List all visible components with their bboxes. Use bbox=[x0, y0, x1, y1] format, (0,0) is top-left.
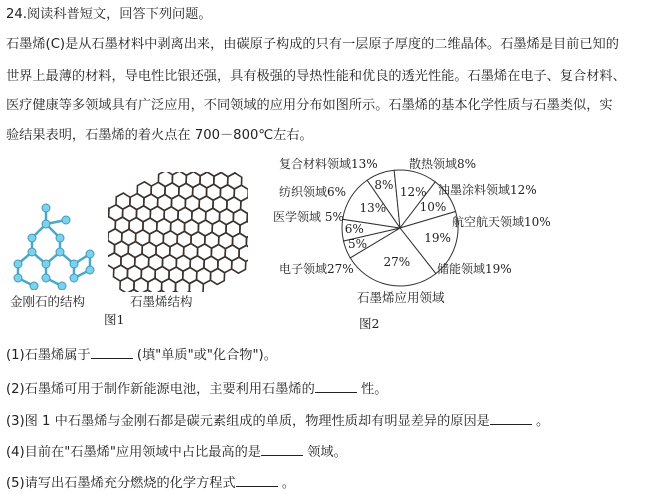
passage-line-3: 医疗健康等多领域具有广泛应用，不同领域的应用分布如图所示。石墨烯的基本化学性质与石墨类似，实 bbox=[6, 98, 613, 113]
diamond-structure-image bbox=[6, 198, 106, 290]
answer-line-1 bbox=[6, 344, 277, 365]
question-title: 24.阅读科普短文，回答下列问题。 bbox=[6, 7, 212, 22]
pie-slice-label-2: 航空航天领域10% bbox=[452, 215, 551, 229]
figure2-label: 图2 bbox=[359, 316, 380, 331]
answer-3-prompt: (3)图 1 中石墨烯与金刚石都是碳元素组成的单质，物理性质却有明显差异的原因是 bbox=[6, 414, 490, 429]
pie-slice-value-4: 27% bbox=[383, 255, 411, 270]
pie-slice-label-0: 散热领域8% bbox=[409, 157, 477, 171]
answer-line-3 bbox=[6, 410, 549, 431]
answer-5-prompt: (5)请写出石墨烯充分燃烧的化学方程式 bbox=[6, 476, 236, 491]
answer-2-prompt: (2)石墨烯可用于制作新能源电池，主要利用石墨烯的 bbox=[6, 382, 315, 397]
answer-3-suffix: 。 bbox=[536, 414, 550, 429]
answer-5-suffix: 。 bbox=[281, 476, 296, 491]
answer-4-suffix: 领域。 bbox=[307, 445, 347, 460]
pie-chart-title: 石墨烯应用领域 bbox=[357, 290, 445, 305]
answer-1-blank[interactable] bbox=[91, 344, 133, 359]
answer-3-blank[interactable] bbox=[490, 410, 532, 425]
pie-slice-label-3: 储能领域19% bbox=[437, 262, 512, 276]
answer-2-blank[interactable] bbox=[315, 378, 357, 393]
pie-slice-label-1: 油墨涂料领域12% bbox=[438, 183, 537, 197]
pie-slice-label-4: 电子领域27% bbox=[279, 262, 354, 276]
answer-line-5 bbox=[6, 472, 295, 493]
pie-slice-value-0: 8% bbox=[374, 177, 394, 192]
answer-4-prompt: (4)目前在"石墨烯"应用领域中占比最高的是 bbox=[6, 445, 261, 460]
answer-1-suffix: (填"单质"或"化合物")。 bbox=[136, 348, 277, 363]
passage-line-2: 世界上最薄的材料，导电性比银还强，具有极强的导热性能和优良的透光性能。石墨烯在电子、复合材料、 bbox=[6, 69, 626, 84]
pie-slice-label-5: 医学领域 5% bbox=[273, 210, 344, 224]
pie-slice-value-2: 10% bbox=[419, 199, 447, 214]
pie-slice-value-6: 6% bbox=[344, 221, 364, 236]
answer-line-2 bbox=[6, 378, 387, 399]
answer-5-blank[interactable] bbox=[236, 472, 278, 487]
answer-line-4 bbox=[6, 441, 347, 462]
pie-slice-value-1: 12% bbox=[399, 185, 427, 200]
passage-line-1: 石墨烯(C)是从石墨材料中剥离出来，由碳原子构成的只有一层原子厚度的二维晶体。石墨烯是目前已知的 bbox=[6, 37, 619, 52]
graphene-caption: 石墨烯结构 bbox=[130, 294, 193, 309]
diamond-caption: 金刚石的结构 bbox=[10, 294, 86, 309]
answer-2-suffix: 性。 bbox=[361, 382, 388, 397]
pie-slice-value-3: 19% bbox=[424, 230, 451, 245]
pie-slice-value-7: 13% bbox=[359, 200, 387, 215]
answer-1-prompt: (1)石墨烯属于 bbox=[6, 348, 91, 363]
graphene-structure-image bbox=[108, 172, 248, 292]
pie-slice-label-6: 纺织领域6% bbox=[279, 185, 347, 199]
passage-line-4: 验结果表明，石墨烯的着火点在 700－800℃左右。 bbox=[6, 128, 313, 143]
pie-slice-value-5: 5% bbox=[348, 236, 368, 251]
answer-4-blank[interactable] bbox=[261, 441, 303, 456]
pie-slice-label-7: 复合材料领域13% bbox=[279, 157, 378, 171]
figure1-label: 图1 bbox=[104, 312, 125, 327]
